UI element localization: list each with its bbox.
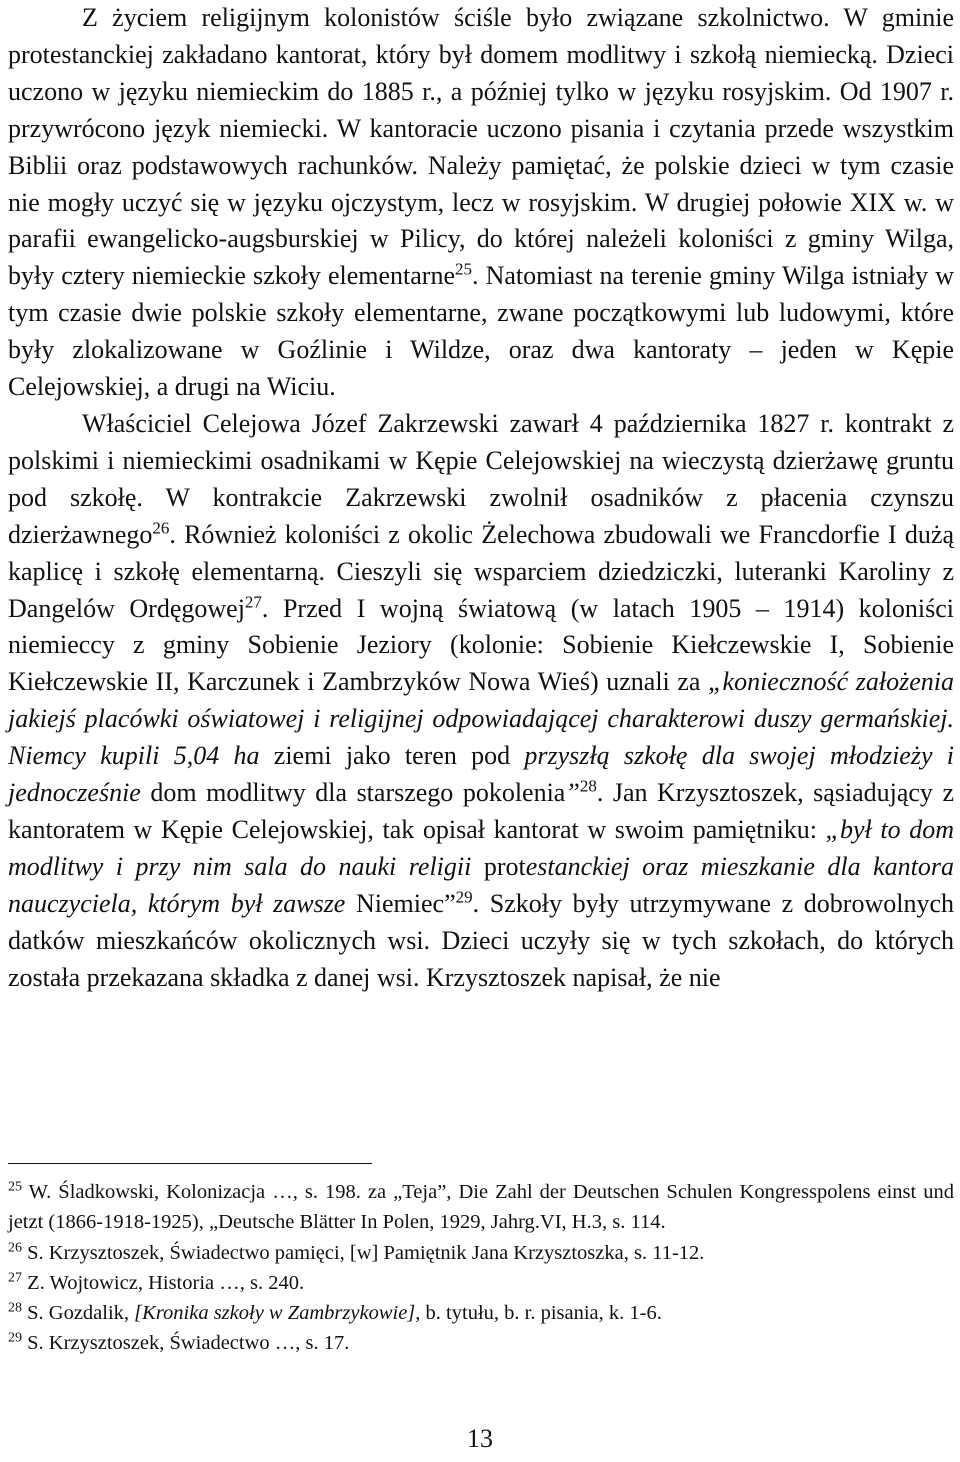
footnote-text: W. Śladkowski, Kolonizacja …, s. 198. za „Teja”, Die Zahl der Deutschen Schulen Kongresspolens einst und jetzt (1866-1918-1925), „Deutsche Blätter In Polen, 1929, Jahrg.VI, H.3, s. 114. [8, 1181, 954, 1234]
footnote-26 [8, 1238, 954, 1268]
text-run: prot [471, 851, 526, 881]
footnote-italic-title: [Kronika szkoły w Zambrzykowie] [134, 1302, 416, 1325]
text-run: . Również koloniści z okolic Żelechowa zbudowali we Francdorfie I dużą kaplicę i szkołę elementarną. Cieszyli się wsparciem dziedziczki, luteranki Karoliny z Dangelów Ordęgowej [8, 519, 954, 623]
footnote-28 [8, 1298, 954, 1328]
footnote-text: S. Krzysztoszek, Świadectwo pamięci, [w] Pamiętnik Jana Krzysztoszka, s. 11-12. [27, 1241, 705, 1264]
quote-2: „był to dom modlitwy i przy nim sala do nauki religii [8, 814, 954, 881]
footnote-number: 27 [8, 1270, 22, 1286]
text-run: ziemi jako teren pod [259, 741, 525, 771]
text-run: . Szkoły były utrzymywane z dobrowolnych datków mieszkańców okolicznych wsi. Dzieci uczyły się w tych szkołach, do których została przekazana składka z danej wsi. Krzysztoszek napisał, że nie [8, 888, 954, 992]
footnote-text: , b. tytułu, b. r. pisania, k. 1-6. [415, 1302, 662, 1325]
footnote-text: S. Gozdalik, [27, 1302, 135, 1325]
footnote-number: 29 [8, 1330, 22, 1346]
footnote-ref-25: 25 [455, 260, 473, 279]
text-run: dom modlitwy dla starszego pokolenia [140, 778, 566, 808]
paragraph-1 [8, 0, 954, 406]
footnote-ref-26: 26 [152, 518, 170, 538]
footnote-ref-28: 28 [579, 776, 597, 796]
text-run: Właściciel Celejowa Józef Zakrzewski zawarł 4 października 1827 r. kontrakt z polskimi i niemieckimi osadnikami w Kępie Celejowskiej na wieczystą dzierżawę gruntu pod szkołę. W kontrakcie Zakrzewski zwolnił osadników z płacenia czynszu dzierżawnego [8, 408, 954, 549]
footnote-number: 28 [8, 1300, 22, 1316]
page-number: 13 [467, 1424, 493, 1453]
text-run: . Natomiast na terenie gminy Wilga istniały w tym czasie dwie polskie szkoły elementarne, zwane początkowymi lub ludowymi, które były zlokalizowane w Goźlinie i Wildze, oraz dwa kantoraty – jeden w Kępie Celejowskiej, a drugi na Wiciu. [8, 261, 954, 402]
text-run: . Jan Krzysztoszek, sąsiadujący z kantoratem w Kępie Celejowskiej, tak opisał kantorat w swoim pamiętniku: [8, 778, 954, 844]
footnote-ref-29: 29 [455, 887, 473, 907]
quote-1-cont: przyszłą szkołę dla swojej młodzieży i jednocześnie [8, 741, 954, 808]
footnote-ref-27: 27 [244, 592, 262, 612]
footnote-25 [8, 1177, 954, 1238]
text-run: Z życiem religijnym kolonistów ściśle było związane szkolnictwo. W gminie protestanckiej zakładano kantorat, który był domem modlitwy i szkołą niemiecką. Dzieci uczono w języku niemieckim do 1885 r., a później tylko w języku rosyjskim. Od 1907 r. przywrócono język niemiecki. W kantoracie uczono pisania i czytania przede wszystkim Biblii oraz podstawowych rachunków. Należy pamiętać, że polskie dzieci w tym czasie nie mogły uczyć się w języku ojczystym, lecz w rosyjskim. W drugiej połowie XIX w. w parafii ewangelicko-augsburskiej w Pilicy, do której należeli koloniści z gminy Wilga, były cztery niemieckie szkoły elementarne [8, 3, 954, 291]
footnote-number: 25 [8, 1179, 22, 1195]
footnote-separator [8, 1163, 372, 1164]
paragraph-2 [8, 406, 954, 997]
quote-2-cont: estanckiej oraz mieszkanie dla kantora nauczyciela, którym był zawsze [8, 851, 954, 918]
quote-1: „konieczność założenia jakiejś placówki oświatowej i religijnej odpowiadającej charakterowi duszy germańskiej. Niemcy kupili 5,04 ha [8, 667, 954, 771]
footnotes [8, 1177, 954, 1359]
footnote-text: Z. Wojtowicz, Historia …, s. 240. [27, 1271, 305, 1294]
footnote-text: S. Krzysztoszek, Świadectwo …, s. 17. [27, 1332, 350, 1355]
main-text [8, 0, 954, 996]
footnote-27 [8, 1268, 954, 1298]
footnote-29 [8, 1328, 954, 1358]
quote-1-close: ” [565, 778, 580, 808]
footnote-number: 26 [8, 1239, 22, 1255]
text-run: . Przed I wojną światową (w latach 1905 – 1914) koloniści niemieccy z gminy Sobienie Jeziory (kolonie: Sobienie Kiełczewskie I, Sobienie Kiełczewskie II, Karczunek i Zambrzyków Nowa Wieś) uznali za [8, 593, 954, 697]
page [8, 0, 954, 996]
text-run: Niemiec” [345, 888, 456, 918]
